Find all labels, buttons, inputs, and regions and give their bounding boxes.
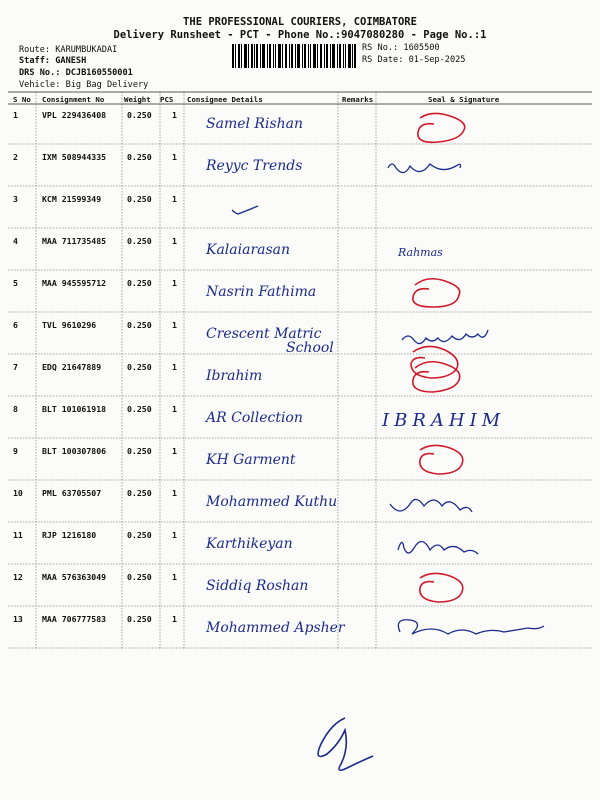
col-weight-header: Weight <box>124 95 151 104</box>
pcs-cell: 1 <box>172 488 177 498</box>
pcs-cell: 1 <box>172 446 177 456</box>
sno-cell: 2 <box>13 152 18 162</box>
pcs-cell: 1 <box>172 110 177 120</box>
rs-number: RS No.: 1605500 <box>362 43 440 53</box>
consignment-cell: VPL 229436408 <box>42 110 107 120</box>
weight-cell: 0.250 <box>127 236 152 246</box>
consignment-cell: MAA 945595712 <box>42 278 107 288</box>
signature-text: IBRAHIM <box>382 410 506 431</box>
col-consignment-header: Consignment No <box>42 95 105 104</box>
seal-mark <box>413 362 460 392</box>
consignee-handwriting: Karthikeyan <box>206 536 293 552</box>
signature-scribble <box>388 164 461 173</box>
seal-mark <box>413 279 460 307</box>
weight-cell: 0.250 <box>127 488 152 498</box>
consignee-handwriting: Siddiq Roshan <box>206 578 309 594</box>
staff-label: Staff: GANESH <box>19 56 87 66</box>
consignment-cell: BLT 100307806 <box>42 446 107 456</box>
seal-stamps <box>411 113 465 602</box>
weight-cell: 0.250 <box>127 362 152 372</box>
consignment-cell: MAA 711735485 <box>42 236 107 246</box>
seal-mark <box>418 113 465 142</box>
sno-cell: 6 <box>13 320 18 330</box>
col-seal-header: Seal & Signature <box>428 95 500 104</box>
seal-mark <box>420 573 463 602</box>
consignment-cell: PML 63705507 <box>42 488 102 498</box>
pcs-cell: 1 <box>172 404 177 414</box>
signature-text: Rahmas <box>398 246 443 259</box>
weight-cell: 0.250 <box>127 194 152 204</box>
consignment-cell: MAA 576363049 <box>42 572 107 582</box>
consignee-handwriting: Samel Rishan <box>206 116 304 132</box>
seal-mark <box>420 445 463 474</box>
consignee-handwriting: Mohammed Apsher <box>206 620 345 636</box>
weight-cell: 0.250 <box>127 110 152 120</box>
sno-cell: 4 <box>13 236 18 246</box>
consignment-cell: IXM 508944335 <box>42 152 107 162</box>
col-pcs-header: PCS <box>160 95 174 104</box>
signature-scribble <box>390 499 472 512</box>
pcs-cell: 1 <box>172 572 177 582</box>
page-signature <box>318 718 373 770</box>
weight-cell: 0.250 <box>127 152 152 162</box>
sno-cell: 10 <box>13 488 23 498</box>
signature-scribble <box>402 330 488 344</box>
consignee-handwriting: Reyyc Trends <box>206 158 303 174</box>
weight-cell: 0.250 <box>127 278 152 288</box>
pcs-cell: 1 <box>172 320 177 330</box>
sno-cell: 9 <box>13 446 18 456</box>
col-remarks-header: Remarks <box>342 95 374 104</box>
sno-cell: 8 <box>13 404 18 414</box>
pcs-cell: 1 <box>172 530 177 540</box>
consignment-cell: BLT 101061918 <box>42 404 107 414</box>
consignment-cell: MAA 706777583 <box>42 614 107 624</box>
sno-cell: 12 <box>13 572 23 582</box>
pcs-cell: 1 <box>172 278 177 288</box>
pcs-cell: 1 <box>172 152 177 162</box>
consignee-handwriting: Mohammed Kuthu <box>206 494 338 510</box>
sno-cell: 5 <box>13 278 18 288</box>
document-title: THE PROFESSIONAL COURIERS, COIMBATORE <box>183 16 417 28</box>
pcs-cell: 1 <box>172 362 177 372</box>
consignment-cell: RJP 1216180 <box>42 530 97 540</box>
consignee-handwriting: KH Garment <box>206 452 296 468</box>
consignment-cell: KCM 21599349 <box>42 194 102 204</box>
tick-mark <box>232 206 258 214</box>
signature-scribble <box>398 541 478 554</box>
col-sno-header: S No <box>13 95 31 104</box>
sno-cell: 11 <box>13 530 23 540</box>
rs-date: RS Date: 01-Sep-2025 <box>362 55 466 65</box>
pcs-cell: 1 <box>172 236 177 246</box>
col-consignee-header: Consignee Details <box>187 95 263 104</box>
consignment-cell: EDQ 21647889 <box>42 362 102 372</box>
consignee-handwriting: School <box>286 340 334 356</box>
signature-scribble <box>398 620 544 634</box>
consignee-handwriting: Nasrin Fathima <box>206 284 317 300</box>
pcs-cell: 1 <box>172 194 177 204</box>
weight-cell: 0.250 <box>127 530 152 540</box>
document-subtitle: Delivery Runsheet - PCT - Phone No.:9047080280 - Page No.:1 <box>113 29 487 41</box>
consignee-handwriting: AR Collection <box>206 410 303 426</box>
consignment-cell: TVL 9610296 <box>42 320 97 330</box>
sno-cell: 13 <box>13 614 23 624</box>
weight-cell: 0.250 <box>127 446 152 456</box>
consignee-handwriting: Crescent Matric <box>206 326 322 342</box>
route-label: Route: KARUMBUKADAI <box>19 45 118 55</box>
drs-number: DRS No.: DCJB160550001 <box>19 68 133 78</box>
vehicle-label: Vehicle: Big Bag Delivery <box>19 80 149 90</box>
sno-cell: 7 <box>13 362 18 372</box>
weight-cell: 0.250 <box>127 572 152 582</box>
weight-cell: 0.250 <box>127 320 152 330</box>
consignee-handwriting: Kalaiarasan <box>206 242 291 258</box>
consignee-handwriting: Ibrahim <box>206 368 263 384</box>
weight-cell: 0.250 <box>127 614 152 624</box>
weight-cell: 0.250 <box>127 404 152 414</box>
sno-cell: 1 <box>13 110 18 120</box>
pcs-cell: 1 <box>172 614 177 624</box>
sno-cell: 3 <box>13 194 18 204</box>
